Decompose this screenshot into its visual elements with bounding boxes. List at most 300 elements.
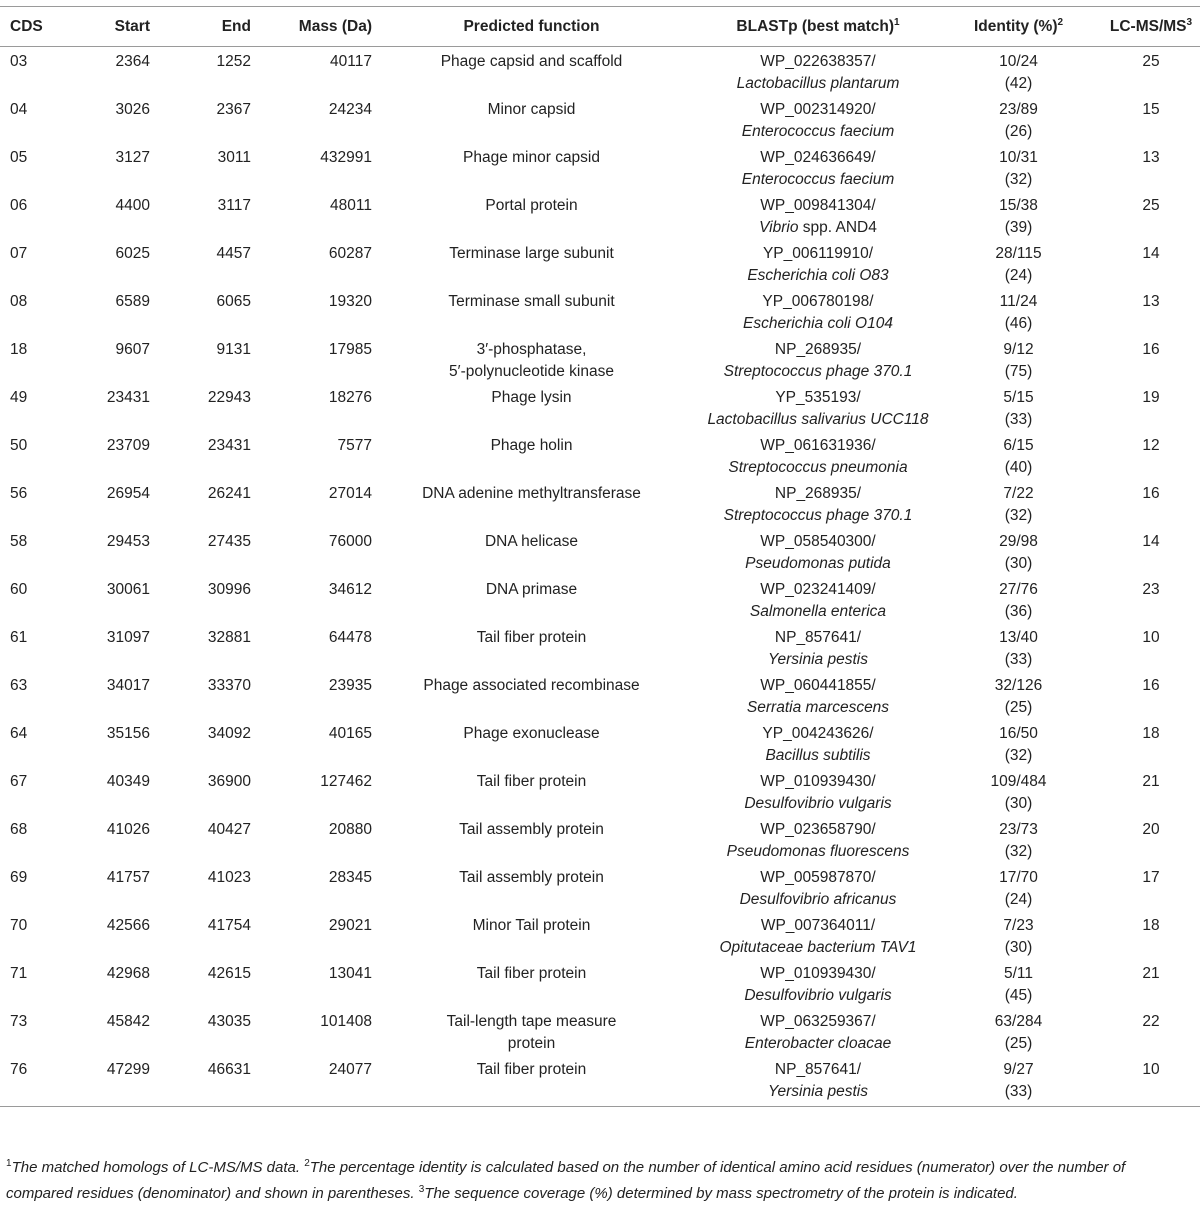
identity-percent: (42) bbox=[1004, 75, 1033, 92]
identity-percent: (33) bbox=[1004, 411, 1033, 428]
blastp-organism-line bbox=[691, 745, 945, 767]
cell-blastp bbox=[691, 143, 945, 191]
cell-lcms: 19 bbox=[1142, 389, 1160, 406]
cell-cds: 76 bbox=[0, 1055, 74, 1107]
header-cds: CDS bbox=[0, 7, 74, 47]
cell-end: 26241 bbox=[207, 485, 251, 502]
cell-lcms: 10 bbox=[1092, 1055, 1200, 1107]
cell-cds: 06 bbox=[10, 197, 28, 214]
blastp-organism: Pseudomonas fluorescens bbox=[726, 843, 910, 860]
table-row bbox=[0, 191, 1200, 239]
blastp-organism: Desulfovibrio africanus bbox=[739, 891, 897, 908]
cds-table bbox=[0, 6, 1200, 1107]
blastp-organism: Enterococcus faecium bbox=[741, 123, 895, 140]
cell-lcms: 25 bbox=[1142, 53, 1160, 70]
identity-ratio: 16/50 bbox=[999, 725, 1038, 742]
function-line-1: DNA adenine methyltransferase bbox=[422, 485, 641, 502]
cell-start: 6589 bbox=[115, 293, 150, 310]
cell-identity bbox=[945, 959, 1092, 1007]
table-row bbox=[0, 287, 1200, 335]
cell-end: 3117 bbox=[217, 197, 251, 214]
cell-lcms: 10 bbox=[1142, 629, 1160, 646]
cell-function bbox=[372, 863, 691, 911]
function-line-1: Phage lysin bbox=[491, 389, 572, 406]
cell-mass: 28345 bbox=[328, 869, 372, 886]
cell-cds: 67 bbox=[10, 773, 28, 790]
cell-cds: 70 bbox=[10, 917, 28, 934]
cell-mass: 432991 bbox=[320, 149, 372, 166]
identity-percent: (30) bbox=[1004, 795, 1033, 812]
blastp-organism: Desulfovibrio vulgaris bbox=[744, 987, 892, 1004]
identity-ratio: 10/31 bbox=[999, 149, 1038, 166]
blastp-organism: Streptococcus phage 370.1 bbox=[723, 363, 913, 380]
footnote-sup-2: 2 bbox=[304, 1158, 310, 1169]
cell-function bbox=[372, 959, 691, 1007]
identity-ratio: 28/115 bbox=[995, 245, 1042, 262]
cell-lcms: 18 bbox=[1142, 725, 1160, 742]
cell-mass: 60287 bbox=[328, 245, 372, 262]
cell-mass: 19320 bbox=[328, 293, 372, 310]
cell-end: 32881 bbox=[207, 629, 251, 646]
identity-ratio: 29/98 bbox=[999, 533, 1038, 550]
cell-mass: 23935 bbox=[328, 677, 372, 694]
identity-ratio: 5/11 bbox=[1003, 965, 1034, 982]
cell-start: 47299 bbox=[74, 1055, 150, 1107]
footnote-text-3: The sequence coverage (%) determined by mass spectrometry of the protein is indicated. bbox=[424, 1185, 1018, 1202]
blastp-accession: WP_022638357/ bbox=[760, 53, 876, 70]
header-identity-label: Identity (%) bbox=[973, 18, 1058, 36]
blastp-organism-line bbox=[691, 937, 945, 959]
cell-function bbox=[372, 383, 691, 431]
blastp-accession: NP_268935/ bbox=[774, 341, 862, 358]
identity-ratio: 9/12 bbox=[1003, 341, 1034, 358]
cell-identity bbox=[945, 575, 1092, 623]
cell-blastp bbox=[691, 719, 945, 767]
identity-percent: (32) bbox=[1004, 843, 1033, 860]
blastp-accession: WP_007364011/ bbox=[760, 917, 876, 934]
table-row bbox=[0, 911, 1200, 959]
cell-identity bbox=[945, 815, 1092, 863]
cell-end: 34092 bbox=[207, 725, 251, 742]
identity-percent: (32) bbox=[1004, 171, 1033, 188]
cell-cds: 71 bbox=[10, 965, 28, 982]
cell-identity bbox=[945, 191, 1092, 239]
cell-cds: 69 bbox=[10, 869, 28, 886]
header-function: Predicted function bbox=[372, 7, 691, 47]
table-row bbox=[0, 479, 1200, 527]
cell-blastp bbox=[691, 815, 945, 863]
cell-start: 41026 bbox=[106, 821, 150, 838]
cell-end: 40427 bbox=[207, 821, 251, 838]
cell-cds: 73 bbox=[10, 1013, 28, 1030]
cell-identity bbox=[945, 479, 1092, 527]
header-identity-sup: 2 bbox=[1057, 16, 1064, 28]
identity-ratio: 5/15 bbox=[1003, 389, 1034, 406]
function-line-1: DNA helicase bbox=[484, 533, 579, 550]
cell-lcms: 21 bbox=[1142, 965, 1160, 982]
blastp-accession: WP_061631936/ bbox=[760, 437, 876, 454]
cell-function bbox=[372, 575, 691, 623]
cell-mass: 40117 bbox=[330, 53, 372, 70]
cell-identity bbox=[945, 671, 1092, 719]
cell-end: 2367 bbox=[216, 101, 251, 118]
cell-end: 6065 bbox=[216, 293, 251, 310]
cell-start: 23709 bbox=[106, 437, 150, 454]
function-line-1: 3′-phosphatase, bbox=[476, 341, 587, 358]
footnote-text-1: The matched homologs of LC-MS/MS data. bbox=[11, 1159, 305, 1176]
cell-start: 29453 bbox=[106, 533, 150, 550]
blastp-organism: Opitutaceae bacterium TAV1 bbox=[719, 939, 917, 956]
cell-mass: 27014 bbox=[328, 485, 372, 502]
cell-mass: 48011 bbox=[330, 197, 372, 214]
cell-function bbox=[372, 479, 691, 527]
table-row bbox=[0, 383, 1200, 431]
blastp-organism: Streptococcus phage 370.1 bbox=[723, 507, 913, 524]
cell-blastp bbox=[691, 335, 945, 383]
cell-start: 34017 bbox=[106, 677, 150, 694]
cell-blastp bbox=[691, 431, 945, 479]
cell-function bbox=[372, 95, 691, 143]
blastp-accession: YP_004243626/ bbox=[762, 725, 874, 742]
blastp-organism: Lactobacillus plantarum bbox=[736, 75, 900, 92]
function-line-1: Terminase large subunit bbox=[449, 245, 614, 262]
header-lcms bbox=[1092, 7, 1200, 47]
table-header-row bbox=[0, 7, 1200, 47]
cell-function bbox=[372, 335, 691, 383]
cell-start: 45842 bbox=[106, 1013, 150, 1030]
cell-end: 9131 bbox=[216, 341, 251, 358]
cell-cds: 61 bbox=[10, 629, 28, 646]
cell-end: 22943 bbox=[207, 389, 251, 406]
cell-end: 1252 bbox=[216, 53, 251, 70]
identity-percent: (24) bbox=[1004, 267, 1033, 284]
footnote-sup-1: 1 bbox=[6, 1158, 12, 1169]
identity-ratio: 10/24 bbox=[999, 53, 1038, 70]
cell-lcms: 13 bbox=[1142, 149, 1160, 166]
cell-end: 33370 bbox=[207, 677, 251, 694]
blastp-organism-line bbox=[691, 313, 945, 335]
table-row bbox=[0, 1007, 1200, 1055]
cell-start: 3127 bbox=[115, 149, 150, 166]
cell-function bbox=[372, 767, 691, 815]
cell-blastp bbox=[691, 1007, 945, 1055]
cell-end: 43035 bbox=[207, 1013, 251, 1030]
table-row bbox=[0, 239, 1200, 287]
identity-percent: (45) bbox=[1004, 987, 1033, 1004]
blastp-accession: WP_010939430/ bbox=[760, 965, 876, 982]
cell-start: 23431 bbox=[106, 389, 150, 406]
blastp-accession: WP_009841304/ bbox=[760, 197, 876, 214]
cell-function bbox=[372, 431, 691, 479]
cell-end: 41023 bbox=[207, 869, 251, 886]
cell-identity bbox=[945, 431, 1092, 479]
cell-lcms: 16 bbox=[1142, 485, 1160, 502]
blastp-organism-line bbox=[691, 217, 945, 239]
blastp-organism-line bbox=[691, 985, 945, 1007]
function-line-1: Tail assembly protein bbox=[459, 821, 604, 838]
cell-lcms: 20 bbox=[1142, 821, 1160, 838]
table-row bbox=[0, 623, 1200, 671]
cell-lcms: 12 bbox=[1142, 437, 1160, 454]
table-footnote bbox=[6, 1153, 1196, 1205]
function-line-1: Tail fiber protein bbox=[476, 1061, 587, 1078]
blastp-organism: Bacillus subtilis bbox=[765, 747, 871, 764]
cell-end: 27435 bbox=[207, 533, 251, 550]
blastp-accession: WP_060441855/ bbox=[760, 677, 876, 694]
function-line-1: Minor capsid bbox=[487, 101, 576, 118]
cell-blastp bbox=[691, 191, 945, 239]
cell-function bbox=[372, 143, 691, 191]
cell-function bbox=[372, 287, 691, 335]
cell-cds: 08 bbox=[10, 293, 28, 310]
cell-function bbox=[372, 1007, 691, 1055]
cell-mass: 20880 bbox=[328, 821, 372, 838]
function-line-1: Terminase small subunit bbox=[448, 293, 615, 310]
blastp-organism: Enterococcus faecium bbox=[741, 171, 895, 188]
footnote-text-2: The percentage identity is calculated based on the number of identical amino acid residues (numerator) over the number of compared residues (denominator) and shown in parentheses. bbox=[6, 1159, 1126, 1202]
cell-lcms: 16 bbox=[1142, 677, 1160, 694]
function-line-1: Phage holin bbox=[490, 437, 573, 454]
header-mass: Mass (Da) bbox=[251, 7, 372, 47]
cell-cds: 63 bbox=[10, 677, 28, 694]
table-row bbox=[0, 767, 1200, 815]
cell-identity bbox=[945, 767, 1092, 815]
function-line-1: DNA primase bbox=[485, 581, 578, 598]
identity-ratio: 9/27 bbox=[1003, 1061, 1034, 1078]
cell-blastp bbox=[691, 383, 945, 431]
blastp-organism-line bbox=[691, 457, 945, 479]
cell-blastp bbox=[691, 47, 945, 96]
identity-percent: (32) bbox=[1004, 747, 1033, 764]
cell-end: 36900 bbox=[207, 773, 251, 790]
function-line-1: Phage capsid and scaffold bbox=[440, 53, 623, 70]
cell-function bbox=[372, 191, 691, 239]
blastp-organism-line bbox=[691, 697, 945, 719]
cell-mass: 64478 bbox=[328, 629, 372, 646]
identity-percent: (26) bbox=[1004, 123, 1033, 140]
blastp-accession: WP_023241409/ bbox=[760, 581, 876, 598]
cell-mass: 29021 bbox=[328, 917, 372, 934]
cell-lcms: 13 bbox=[1142, 293, 1160, 310]
cell-mass: 34612 bbox=[328, 581, 372, 598]
blastp-organism-line bbox=[691, 1033, 945, 1055]
table-row bbox=[0, 1055, 1200, 1107]
identity-percent: (33) bbox=[1004, 651, 1033, 668]
identity-ratio: 27/76 bbox=[999, 581, 1038, 598]
identity-percent: (25) bbox=[1004, 1035, 1033, 1052]
blastp-accession: WP_024636649/ bbox=[760, 149, 876, 166]
cell-start: 40349 bbox=[106, 773, 150, 790]
blastp-accession: WP_023658790/ bbox=[760, 821, 876, 838]
cell-identity bbox=[945, 1007, 1092, 1055]
cell-start: 41757 bbox=[106, 869, 150, 886]
cell-mass: 13041 bbox=[328, 965, 372, 982]
blastp-organism-line bbox=[691, 409, 945, 431]
cell-end: 46631 bbox=[150, 1055, 251, 1107]
function-line-1: Phage minor capsid bbox=[463, 149, 600, 166]
table-row bbox=[0, 719, 1200, 767]
cell-function bbox=[372, 47, 691, 96]
header-end: End bbox=[150, 7, 251, 47]
cell-start: 31097 bbox=[106, 629, 150, 646]
table-row bbox=[0, 47, 1200, 96]
blastp-accession: WP_063259367/ bbox=[760, 1013, 876, 1030]
cell-identity bbox=[945, 47, 1092, 96]
blastp-organism-line bbox=[691, 361, 945, 383]
blastp-organism-line bbox=[691, 505, 945, 527]
table-row bbox=[0, 335, 1200, 383]
cell-end: 23431 bbox=[207, 437, 251, 454]
header-identity bbox=[945, 7, 1092, 47]
blastp-organism-line bbox=[691, 649, 945, 671]
cell-start: 42968 bbox=[106, 965, 150, 982]
header-blastp-sup: 1 bbox=[894, 16, 900, 28]
cell-identity bbox=[945, 863, 1092, 911]
function-line-1: Tail assembly protein bbox=[459, 869, 604, 886]
table-row bbox=[0, 959, 1200, 1007]
cell-lcms: 17 bbox=[1142, 869, 1160, 886]
cell-blastp bbox=[691, 959, 945, 1007]
cell-function bbox=[372, 815, 691, 863]
cell-blastp bbox=[691, 239, 945, 287]
cell-blastp bbox=[691, 1055, 945, 1107]
function-line-1: Phage exonuclease bbox=[463, 725, 600, 742]
cell-lcms: 23 bbox=[1142, 581, 1160, 598]
identity-percent: (46) bbox=[1004, 315, 1033, 332]
cell-lcms: 22 bbox=[1142, 1013, 1160, 1030]
cell-mass: 17985 bbox=[328, 341, 372, 358]
identity-ratio: 15/38 bbox=[999, 197, 1038, 214]
cell-cds: 49 bbox=[10, 389, 28, 406]
cell-cds: 50 bbox=[10, 437, 28, 454]
cell-blastp bbox=[691, 767, 945, 815]
identity-percent: (30) bbox=[1004, 555, 1033, 572]
identity-ratio: 23/89 bbox=[999, 101, 1038, 118]
identity-ratio: 13/40 bbox=[999, 629, 1038, 646]
identity-percent: (39) bbox=[1004, 219, 1033, 236]
cell-identity bbox=[945, 239, 1092, 287]
blastp-accession: NP_857641/ bbox=[774, 629, 862, 646]
identity-ratio: 32/126 bbox=[994, 677, 1043, 694]
blastp-accession: YP_006780198/ bbox=[762, 293, 874, 310]
blastp-organism-line bbox=[691, 553, 945, 575]
header-start: Start bbox=[74, 7, 150, 47]
function-line-1: Tail-length tape measure bbox=[446, 1013, 617, 1030]
cell-cds: 18 bbox=[10, 341, 28, 358]
footnote-sup-3: 3 bbox=[418, 1184, 425, 1195]
table-row bbox=[0, 815, 1200, 863]
identity-percent: (25) bbox=[1004, 699, 1033, 716]
cell-blastp bbox=[691, 671, 945, 719]
identity-ratio: 17/70 bbox=[999, 869, 1038, 886]
blastp-accession: WP_002314920/ bbox=[760, 101, 876, 118]
cell-start: 9607 bbox=[115, 341, 150, 358]
cell-end: 41754 bbox=[207, 917, 251, 934]
header-lcms-label: LC-MS/MS bbox=[1109, 18, 1187, 36]
cell-function bbox=[372, 623, 691, 671]
cell-cds: 58 bbox=[10, 533, 28, 550]
cell-function bbox=[372, 719, 691, 767]
blastp-organism-line bbox=[691, 601, 945, 623]
cell-function bbox=[372, 671, 691, 719]
cell-identity bbox=[945, 95, 1092, 143]
blastp-organism: Pseudomonas putida bbox=[745, 555, 891, 572]
cell-start: 42566 bbox=[106, 917, 150, 934]
cell-lcms: 15 bbox=[1142, 101, 1160, 118]
identity-percent: (40) bbox=[1004, 459, 1033, 476]
cell-mass: 76000 bbox=[328, 533, 372, 550]
cell-mass: 24234 bbox=[328, 101, 372, 118]
cell-end: 3011 bbox=[217, 149, 251, 166]
blastp-organism: Lactobacillus salivarius UCC118 bbox=[707, 411, 929, 428]
identity-ratio: 109/484 bbox=[990, 773, 1047, 790]
cell-end: 42615 bbox=[207, 965, 251, 982]
identity-ratio: 11/24 bbox=[999, 293, 1038, 310]
cell-start: 2364 bbox=[115, 53, 150, 70]
table-row bbox=[0, 575, 1200, 623]
function-line-1: Tail fiber protein bbox=[476, 629, 587, 646]
cell-cds: 05 bbox=[10, 149, 28, 166]
function-line-1: Minor Tail protein bbox=[472, 917, 591, 934]
blastp-accession: NP_268935/ bbox=[774, 485, 862, 502]
identity-percent: (33) bbox=[1004, 1083, 1033, 1100]
cell-mass: 7577 bbox=[337, 437, 372, 454]
identity-ratio: 23/73 bbox=[999, 821, 1038, 838]
cell-start: 3026 bbox=[115, 101, 150, 118]
cell-identity bbox=[945, 1055, 1092, 1107]
cell-function bbox=[372, 239, 691, 287]
cell-cds: 03 bbox=[10, 53, 28, 70]
cell-end: 4457 bbox=[216, 245, 251, 262]
function-line-1: Tail fiber protein bbox=[476, 965, 587, 982]
blastp-organism-suffix: spp. AND4 bbox=[798, 219, 877, 236]
blastp-accession: YP_535193/ bbox=[775, 389, 861, 406]
blastp-accession: WP_010939430/ bbox=[760, 773, 876, 790]
header-lcms-sup: 3 bbox=[1186, 16, 1193, 28]
blastp-organism: Serratia marcescens bbox=[746, 699, 890, 716]
cell-identity bbox=[945, 719, 1092, 767]
cell-lcms: 21 bbox=[1142, 773, 1160, 790]
blastp-organism: Escherichia coli O83 bbox=[747, 267, 889, 284]
cell-blastp bbox=[691, 575, 945, 623]
blastp-organism-line bbox=[691, 169, 945, 191]
cell-mass: 40165 bbox=[328, 725, 372, 742]
cell-blastp bbox=[691, 95, 945, 143]
identity-ratio: 63/284 bbox=[994, 1013, 1043, 1030]
blastp-organism-line bbox=[691, 793, 945, 815]
cell-lcms: 18 bbox=[1142, 917, 1160, 934]
cell-cds: 56 bbox=[10, 485, 28, 502]
cell-start: 26954 bbox=[106, 485, 150, 502]
blastp-organism-line bbox=[691, 73, 945, 95]
function-line-1: Phage associated recombinase bbox=[423, 677, 640, 694]
function-line-1: Portal protein bbox=[485, 197, 578, 214]
cell-function bbox=[372, 1055, 691, 1107]
cell-start: 4400 bbox=[115, 197, 150, 214]
blastp-organism-line bbox=[691, 121, 945, 143]
cell-blastp bbox=[691, 863, 945, 911]
blastp-organism: Desulfovibrio vulgaris bbox=[744, 795, 892, 812]
cell-identity bbox=[945, 335, 1092, 383]
cell-blastp bbox=[691, 479, 945, 527]
cell-function bbox=[372, 911, 691, 959]
cell-end: 30996 bbox=[207, 581, 251, 598]
blastp-organism: Yersinia pestis bbox=[768, 651, 868, 668]
identity-percent: (30) bbox=[1004, 939, 1033, 956]
cell-mass: 24077 bbox=[251, 1055, 372, 1107]
table-row bbox=[0, 671, 1200, 719]
blastp-organism: Enterobacter cloacae bbox=[744, 1035, 892, 1052]
